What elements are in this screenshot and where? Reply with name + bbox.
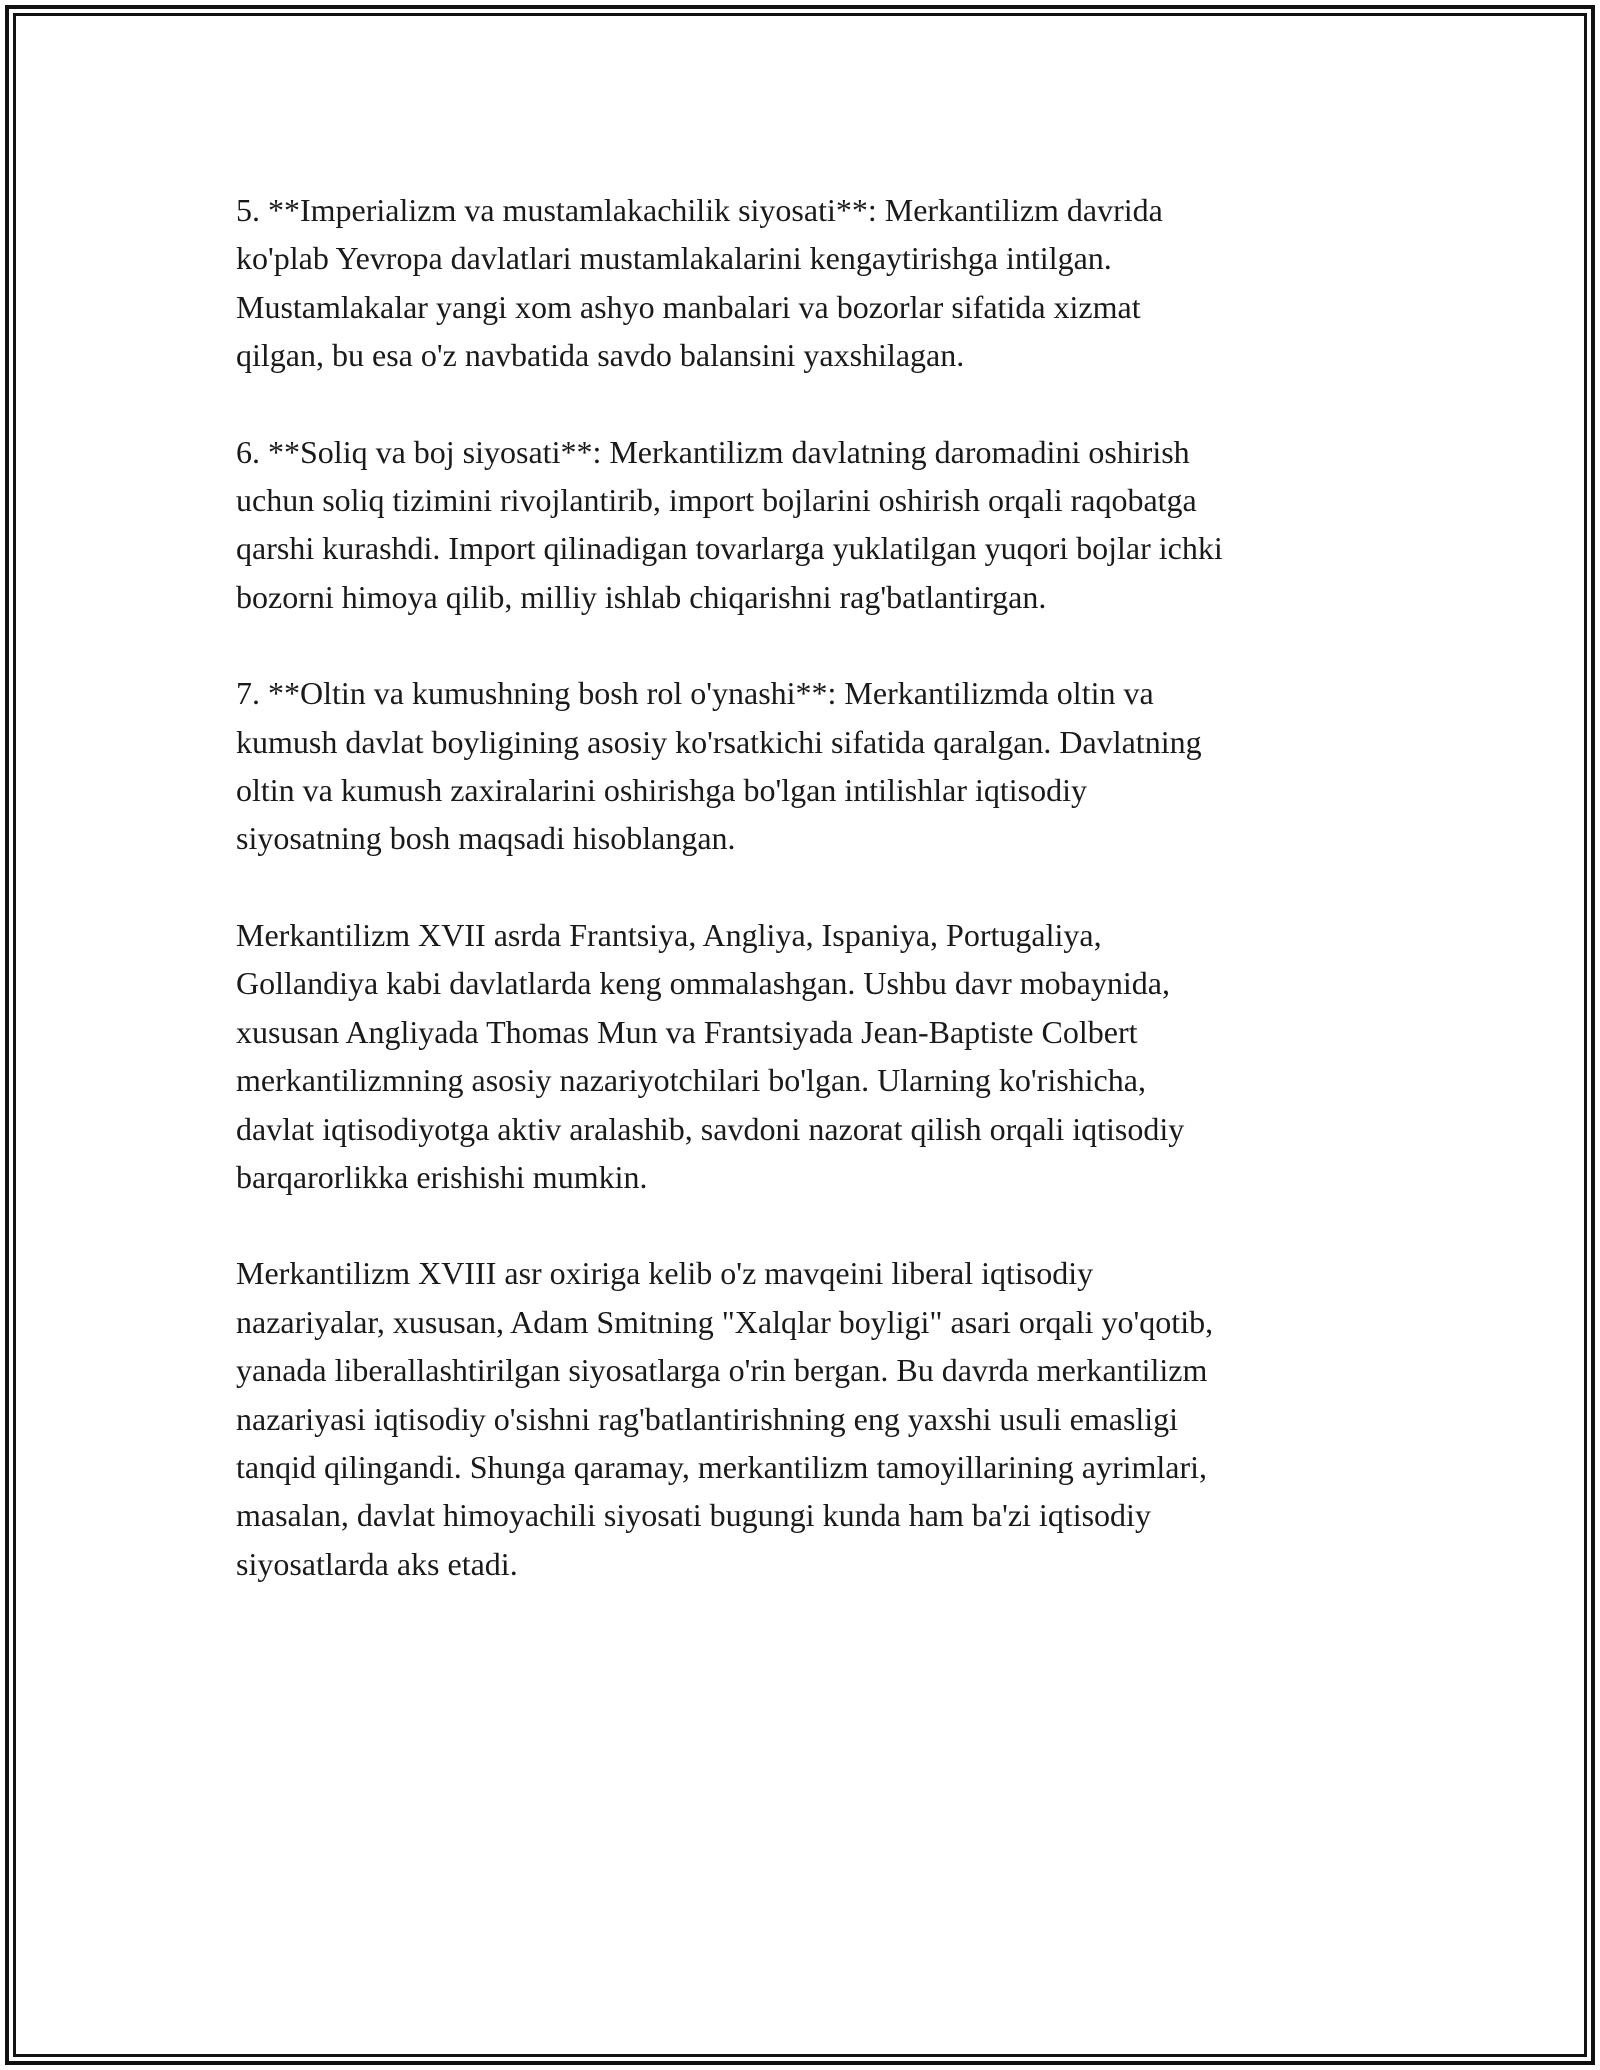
document-body bbox=[236, 186, 1386, 1636]
paragraph-gold-silver: 7. **Oltin va kumushning bosh rol o'ynashi**: Merkantilizmda oltin va kumush davlat boyligining asosiy ko'rsatkichi sifatida qaralgan. Davlatning oltin va kumush zaxiralarini oshirishga bo'lgan intilishlar iqtisodiy siyosatning bosh maqsadi hisoblangan. bbox=[236, 675, 1202, 857]
paragraph-17th-century: Merkantilizm XVII asrda Frantsiya, Angliya, Ispaniya, Portugaliya, Gollandiya kabi davlatlarda keng ommalashgan. Ushbu davr mobaynida, xususan Angliyada Thomas Mun va Frantsiyada Jean-Baptiste Colbert merkantilizmning asosiy nazariyotchilari bo'lgan. Ularning ko'rishicha, davlat iqtisodiyotga aktiv aralashib, savdoni nazorat qilish orqali iqtisodiy barqarorlikka erishishi mumkin. bbox=[236, 916, 1185, 1195]
paragraph-imperialism: 5. **Imperializm va mustamlakachilik siyosati**: Merkantilizm davrida ko'plab Yevropa davlatlari mustamlakalarini kengaytirishga intilgan. Mustamlakalar yangi xom ashyo manbalari va bozorlar sifatida xizmat qilgan, bu esa o'z navbatida savdo balansini yaxshilagan. bbox=[236, 192, 1163, 374]
paragraph-18th-century: Merkantilizm XVIII asr oxiriga kelib o'z mavqeini liberal iqtisodiy nazariyalar, xususan, Adam Smitning "Xalqlar boyligi" asari orqali yo'qotib, yanada liberallashtirilgan siyosatlarga o'rin bergan. Bu davrda merkantilizm nazariyasi iqtisodiy o'sishni rag'batlantirishning eng yaxshi usuli emasligi tanqid qilingandi. Shunga qaramay, merkantilizm tamoyillarining ayrimlari, masalan, davlat himoyachili siyosati bugungi kunda ham ba'zi iqtisodiy siyosatlarda aks etadi. bbox=[236, 1255, 1214, 1582]
paragraph-tax-policy: 6. **Soliq va boj siyosati**: Merkantilizm davlatning daromadini oshirish uchun soliq tizimini rivojlantirib, import bojlarini oshirish orqali raqobatga qarshi kurashdi. Import qilinadigan tovarlarga yuklatilgan yuqori bojlar ichki bozorni himoya qilib, milliy ishlab chiqarishni rag'batlantirgan. bbox=[236, 433, 1223, 615]
